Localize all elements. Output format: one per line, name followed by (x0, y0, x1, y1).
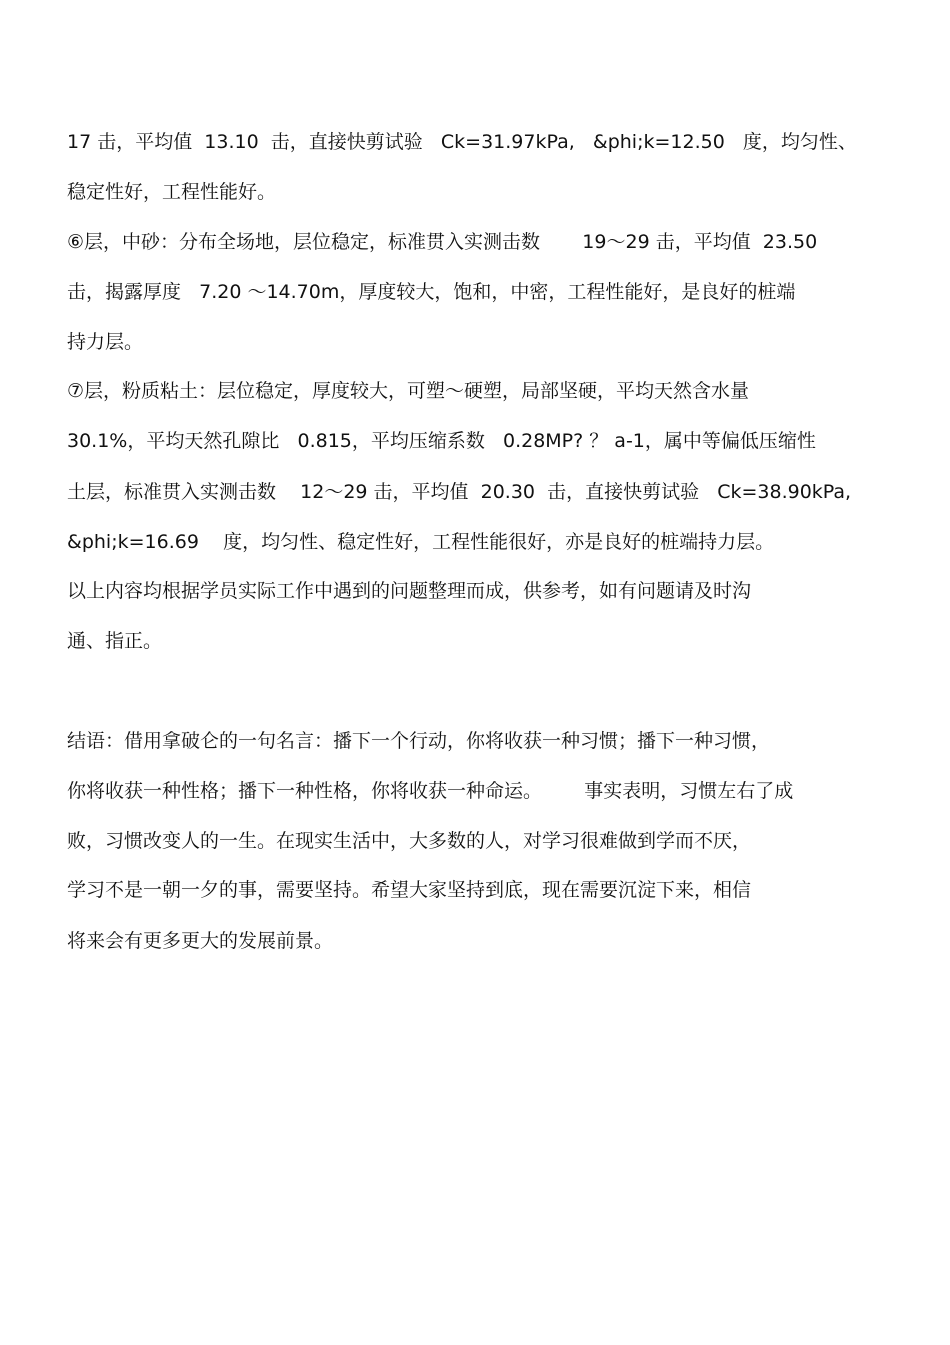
text-line: 将来会有更多更大的发展前景。 (67, 930, 334, 952)
text-line: 30.1%，平均天然孔隙比 0.815，平均压缩系数 0.28MP? ？ a-1，属中等偏低压缩性 (67, 430, 816, 452)
text-line: 学习不是一朝一夕的事，需要坚持。希望大家坚持到底，现在需要沉淀下来，相信 (67, 879, 752, 901)
text-line: 你将收获一种性格；播下一种性格，你将收获一种命运。 事实表明，习惯左右了成 (67, 780, 794, 802)
text-line: 持力层。 (67, 331, 144, 353)
text-line: &phi;k=16.69 度，均匀性、稳定性好，工程性能很好，亦是良好的桩端持力层。 (67, 531, 775, 553)
text-line: ⑥层，中砂：分布全场地，层位稳定，标准贯入实测击数 19～29 击，平均值 23.50 (67, 231, 818, 253)
text-line: 通、指正。 (67, 630, 163, 652)
text-line: 以上内容均根据学员实际工作中遇到的问题整理而成，供参考，如有问题请及时沟 (67, 580, 752, 602)
text-line: 击，揭露厚度 7.20 ～14.70m，厚度较大，饱和，中密，工程性能好，是良好的桩端 (67, 281, 796, 303)
text-line: 17 击，平均值 13.10 击，直接快剪试验 Ck=31.97kPa, &phi;k=12.50 度，均匀性、 (67, 131, 857, 153)
text-line: ⑦层，粉质粘土：层位稳定，厚度较大，可塑～硬塑，局部坚硬，平均天然含水量 (67, 380, 750, 402)
text-line: 稳定性好，工程性能好。 (67, 181, 277, 203)
text-line: 土层，标准贯入实测击数 12～29 击，平均值 20.30 击，直接快剪试验 Ck=38.90kPa, (67, 481, 852, 503)
text-line: 败，习惯改变人的一生。在现实生活中，大多数的人，对学习很难做到学而不厌， (67, 830, 752, 852)
text-line: 结语：借用拿破仑的一句名言：播下一个行动，你将收获一种习惯；播下一种习惯， (67, 730, 771, 752)
